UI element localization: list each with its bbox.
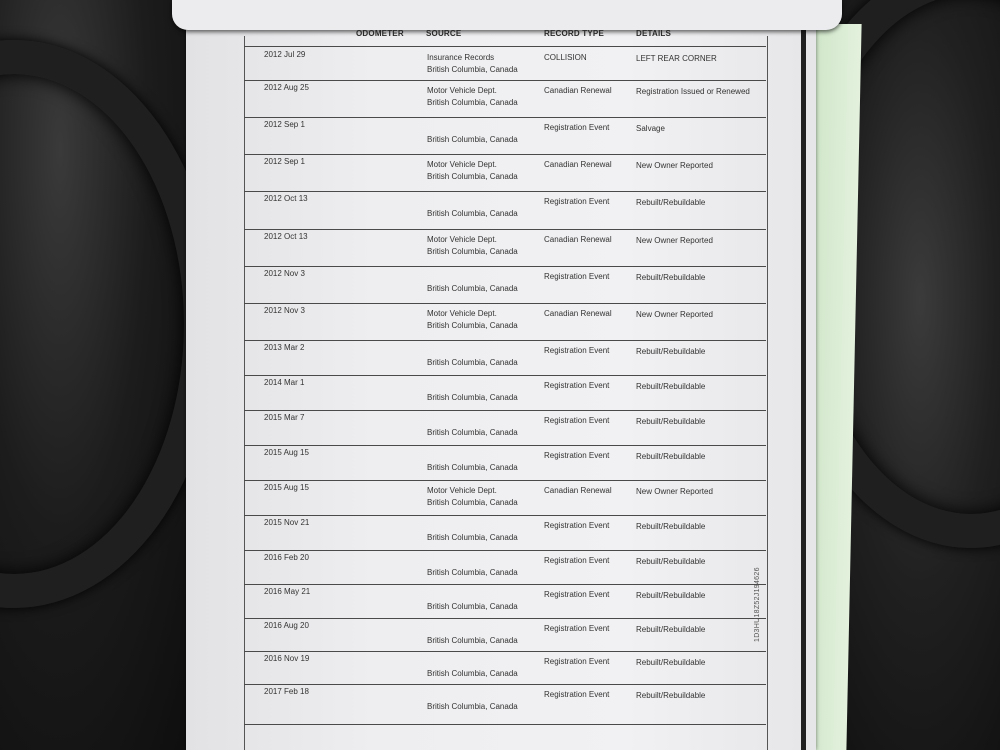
record-source-location: British Columbia, Canada: [427, 702, 518, 711]
page-stack-edge: [801, 30, 806, 750]
record-details: Registration Issued or Renewed: [636, 87, 750, 96]
record-date: 2014 Mar 1: [264, 378, 305, 387]
record-type: Canadian Renewal: [544, 235, 612, 244]
record-details: Rebuilt/Rebuildable: [636, 625, 706, 634]
record-details: Rebuilt/Rebuildable: [636, 417, 706, 426]
record-source-location: British Columbia, Canada: [427, 393, 518, 402]
history-row: [244, 154, 766, 192]
history-row: [244, 684, 766, 725]
record-date: 2012 Sep 1: [264, 157, 305, 166]
history-row: [244, 618, 766, 652]
record-source-agency: Motor Vehicle Dept.: [427, 235, 497, 244]
record-date: 2012 Nov 3: [264, 269, 305, 278]
record-type: Canadian Renewal: [544, 486, 612, 495]
record-date: 2015 Mar 7: [264, 413, 305, 422]
record-type: Registration Event: [544, 272, 610, 281]
record-type: Registration Event: [544, 416, 610, 425]
record-source-location: British Columbia, Canada: [427, 669, 518, 678]
record-source-location: British Columbia, Canada: [427, 321, 518, 330]
record-source-location: British Columbia, Canada: [427, 463, 518, 472]
record-details: Rebuilt/Rebuildable: [636, 347, 706, 356]
record-details: Rebuilt/Rebuildable: [636, 198, 706, 207]
record-type: Registration Event: [544, 590, 610, 599]
record-source-location: British Columbia, Canada: [427, 568, 518, 577]
record-details: Rebuilt/Rebuildable: [636, 591, 706, 600]
record-source-location: British Columbia, Canada: [427, 498, 518, 507]
record-source-location: British Columbia, Canada: [427, 247, 518, 256]
record-date: 2013 Mar 2: [264, 343, 305, 352]
history-row: [244, 550, 766, 585]
record-type: Registration Event: [544, 690, 610, 699]
record-details: Rebuilt/Rebuildable: [636, 691, 706, 700]
history-row: [244, 445, 766, 481]
history-row: [244, 229, 766, 267]
history-row: [244, 117, 766, 155]
history-row: [244, 47, 766, 81]
header-odometer: ODOMETER: [356, 29, 404, 38]
record-type: COLLISION: [544, 53, 587, 62]
record-date: 2016 Feb 20: [264, 553, 309, 562]
record-source-location: British Columbia, Canada: [427, 98, 518, 107]
record-source-location: British Columbia, Canada: [427, 602, 518, 611]
record-source-location: British Columbia, Canada: [427, 428, 518, 437]
record-source-location: British Columbia, Canada: [427, 65, 518, 74]
record-details: Rebuilt/Rebuildable: [636, 522, 706, 531]
record-source-location: British Columbia, Canada: [427, 284, 518, 293]
record-details: Rebuilt/Rebuildable: [636, 658, 706, 667]
record-details: New Owner Reported: [636, 161, 713, 170]
record-details: New Owner Reported: [636, 487, 713, 496]
history-row: [244, 584, 766, 619]
record-details: Rebuilt/Rebuildable: [636, 382, 706, 391]
vin-number: 1D3HU18Z52J194626: [754, 567, 761, 642]
record-source-location: British Columbia, Canada: [427, 209, 518, 218]
header-details: DETAILS: [636, 29, 672, 38]
history-row: [244, 410, 766, 446]
record-source-location: British Columbia, Canada: [427, 172, 518, 181]
history-row: [244, 303, 766, 341]
record-date: 2015 Nov 21: [264, 518, 310, 527]
record-date: 2012 Jul 29: [264, 50, 306, 59]
history-row: [244, 80, 766, 118]
record-date: 2012 Sep 1: [264, 120, 305, 129]
record-details: Rebuilt/Rebuildable: [636, 452, 706, 461]
header-source: SOURCE: [426, 29, 462, 38]
record-source-agency: Motor Vehicle Dept.: [427, 86, 497, 95]
record-source-location: British Columbia, Canada: [427, 358, 518, 367]
record-date: 2015 Aug 15: [264, 483, 309, 492]
record-details: Rebuilt/Rebuildable: [636, 557, 706, 566]
record-source-location: British Columbia, Canada: [427, 533, 518, 542]
record-source-agency: Motor Vehicle Dept.: [427, 486, 497, 495]
header-record-type: RECORD TYPE: [544, 29, 604, 38]
record-details: New Owner Reported: [636, 236, 713, 245]
history-row: [244, 515, 766, 551]
history-row: [244, 340, 766, 376]
record-type: Registration Event: [544, 657, 610, 666]
record-details: Salvage: [636, 124, 665, 133]
record-date: 2017 Feb 18: [264, 687, 309, 696]
record-source-agency: Motor Vehicle Dept.: [427, 309, 497, 318]
record-date: 2015 Aug 15: [264, 448, 309, 457]
record-source-location: British Columbia, Canada: [427, 636, 518, 645]
record-type: Registration Event: [544, 381, 610, 390]
record-type: Registration Event: [544, 346, 610, 355]
record-type: Registration Event: [544, 123, 610, 132]
record-type: Canadian Renewal: [544, 309, 612, 318]
history-row: [244, 375, 766, 411]
record-type: Registration Event: [544, 521, 610, 530]
record-details: New Owner Reported: [636, 310, 713, 319]
record-date: 2016 May 21: [264, 587, 311, 596]
record-type: Registration Event: [544, 197, 610, 206]
record-type: Canadian Renewal: [544, 86, 612, 95]
record-type: Canadian Renewal: [544, 160, 612, 169]
history-row: [244, 266, 766, 304]
record-date: 2012 Oct 13: [264, 194, 308, 203]
record-date: 2012 Oct 13: [264, 232, 308, 241]
record-type: Registration Event: [544, 556, 610, 565]
record-date: 2016 Aug 20: [264, 621, 309, 630]
record-details: Rebuilt/Rebuildable: [636, 273, 706, 282]
record-date: 2012 Nov 3: [264, 306, 305, 315]
history-row: [244, 651, 766, 685]
folded-previous-page: [172, 0, 842, 30]
history-row: [244, 480, 766, 516]
history-row: [244, 191, 766, 230]
record-date: 2016 Nov 19: [264, 654, 310, 663]
record-type: Registration Event: [544, 624, 610, 633]
record-date: 2012 Aug 25: [264, 83, 309, 92]
record-source-agency: Insurance Records: [427, 53, 495, 62]
record-source-agency: Motor Vehicle Dept.: [427, 160, 497, 169]
record-details: LEFT REAR CORNER: [636, 54, 717, 63]
record-source-location: British Columbia, Canada: [427, 135, 518, 144]
record-type: Registration Event: [544, 451, 610, 460]
